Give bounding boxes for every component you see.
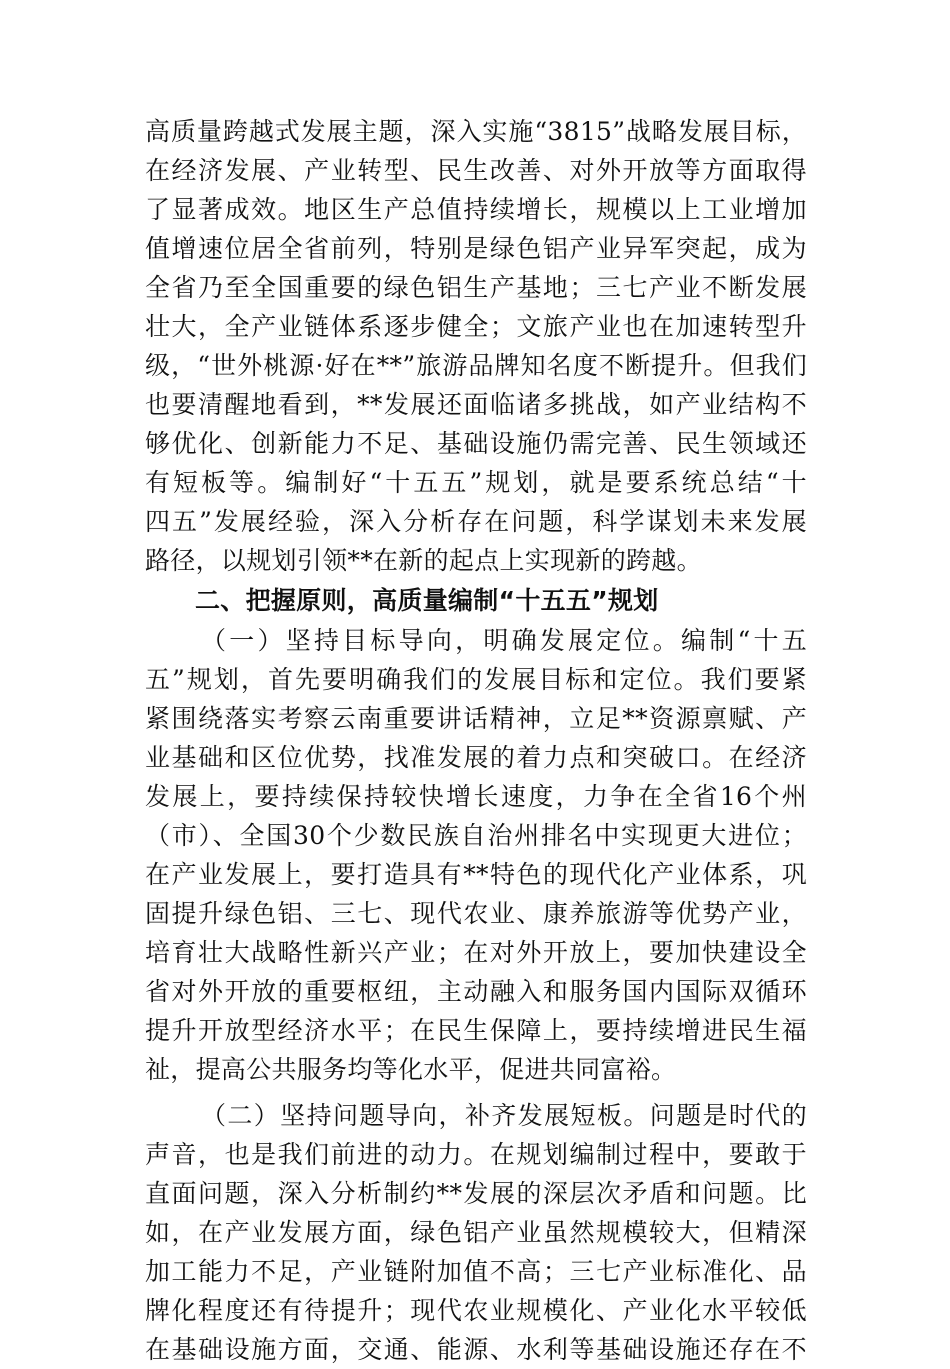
text-line: 五”规划，首先要明确我们的发展目标和定位。我们要紧 — [145, 665, 807, 694]
text-line: 了显著成效。地区生产总值持续增长，规模以上工业增加 — [145, 195, 807, 224]
text-line: （二）坚持问题导向，补齐发展短板。问题是时代的 — [201, 1101, 807, 1130]
text-line: （市）、全国30个少数民族自治州排名中实现更大进位； — [145, 821, 807, 850]
text-line: 路径，以规划引领**在新的起点上实现新的跨越。 — [145, 546, 702, 575]
text-line: 如，在产业发展方面，绿色铝产业虽然规模较大，但精深 — [145, 1218, 807, 1247]
paragraph-2 — [145, 621, 807, 1089]
text-line: 有短板等。编制好“十五五”规划，就是要系统总结“十 — [145, 468, 807, 497]
text-line: 提升开放型经济水平；在民生保障上，要持续增进民生福 — [145, 1016, 807, 1045]
text-line: 紧围绕落实考察云南重要讲话精神，立足**资源禀赋、产 — [145, 704, 807, 733]
text-line: 培育壮大战略性新兴产业；在对外开放上，要加快建设全 — [145, 938, 807, 967]
text-line: 在经济发展、产业转型、民生改善、对外开放等方面取得 — [145, 156, 807, 185]
text-line: 值增速位居全省前列，特别是绿色铝产业异军突起，成为 — [145, 234, 807, 263]
text-line: 业基础和区位优势，找准发展的着力点和突破口。在经济 — [145, 743, 807, 772]
text-line: 在基础设施方面，交通、能源、水利等基础设施还存在不 — [145, 1335, 807, 1364]
text-line: 也要清醒地看到，**发展还面临诸多挑战，如产业结构不 — [145, 390, 807, 419]
text-line: 牌化程度还有待提升；现代农业规模化、产业化水平较低 — [145, 1296, 807, 1325]
text-line: 加工能力不足，产业链附加值不高；三七产业标准化、品 — [145, 1257, 807, 1286]
text-line: 祉，提高公共服务均等化水平，促进共同富裕。 — [145, 1055, 677, 1084]
text-line: 发展上，要持续保持较快增长速度，力争在全省16个州 — [145, 782, 807, 811]
text-line: 省对外开放的重要枢纽，主动融入和服务国内国际双循环 — [145, 977, 807, 1006]
text-line: 级，“世外桃源·好在**”旅游品牌知名度不断提升。但我们 — [145, 351, 807, 380]
text-line: 固提升绿色铝、三七、现代农业、康养旅游等优势产业， — [145, 899, 807, 928]
text-line: 四五”发展经验，深入分析存在问题，科学谋划未来发展 — [145, 507, 807, 536]
paragraph-spacer — [145, 1089, 807, 1096]
text-line: 在产业发展上，要打造具有**特色的现代化产业体系，巩 — [145, 860, 807, 889]
text-line: 直面问题，深入分析制约**发展的深层次矛盾和问题。比 — [145, 1179, 807, 1208]
text-line: 壮大，全产业链体系逐步健全；文旅产业也在加速转型升 — [145, 312, 807, 341]
text-line: 声音，也是我们前进的动力。在规划编制过程中，要敢于 — [145, 1140, 807, 1169]
text-line: （一）坚持目标导向，明确发展定位。编制“十五 — [201, 626, 807, 655]
document-page — [145, 112, 807, 1369]
text-line: 高质量跨越式发展主题，深入实施“3815”战略发展目标， — [145, 117, 807, 146]
paragraph-1 — [145, 112, 807, 580]
section-heading: 二、把握原则，高质量编制“十五五”规划 — [195, 586, 659, 615]
paragraph-3 — [145, 1096, 807, 1369]
text-line: 全省乃至全国重要的绿色铝生产基地；三七产业不断发展 — [145, 273, 807, 302]
text-line: 够优化、创新能力不足、基础设施仍需完善、民生领域还 — [145, 429, 807, 458]
